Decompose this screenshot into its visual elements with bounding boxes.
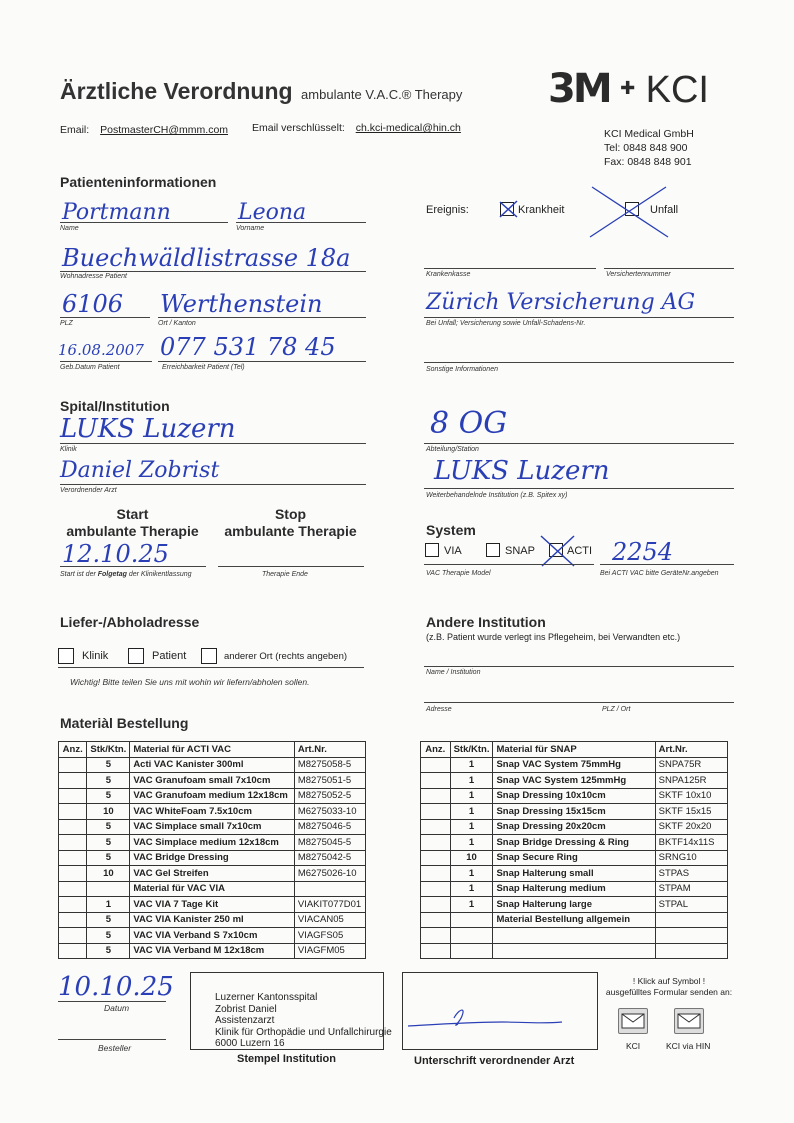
table-row (59, 943, 366, 959)
order-date-caption: Datum (104, 1003, 130, 1013)
table-row (421, 850, 728, 866)
table-row (59, 881, 366, 897)
quantity-cell[interactable] (421, 788, 451, 804)
institution-heading: Spital/Institution (60, 398, 170, 414)
krankenkasse-caption: Krankenkasse (426, 271, 471, 278)
material-cell: Snap VAC System 125mmHg (493, 773, 655, 789)
quantity-cell[interactable] (421, 819, 451, 835)
patient-phone[interactable]: 077 531 78 45 (160, 333, 336, 361)
logo-3m: 3M (548, 66, 610, 112)
article-number-cell: SKTF 20x20 (655, 819, 727, 835)
patient-address[interactable]: Buechwäldlistrasse 18a (62, 244, 351, 272)
article-number-cell: STPAM (655, 881, 727, 897)
device-line (600, 564, 734, 565)
sonstige-caption: Sonstige Informationen (426, 366, 498, 373)
table-header-row (421, 742, 728, 758)
klinik-caption: Klinik (60, 446, 77, 453)
signature-caption: Unterschrift verordnender Arzt (414, 1055, 575, 1067)
table-row (421, 912, 728, 928)
company-fax: Fax: 0848 848 901 (604, 156, 692, 168)
via-label: VIA (444, 545, 462, 557)
pack-size-cell: 5 (87, 928, 130, 944)
krankheit-check-mark (498, 199, 520, 219)
pack-size-cell: 1 (450, 881, 493, 897)
patient-dob[interactable]: 16.08.2007 (58, 341, 144, 359)
delivery-heading: Liefer-/Abholadresse (60, 614, 200, 630)
material-cell: Snap Halterung large (493, 897, 655, 913)
phone-line (158, 361, 366, 362)
delivery-andere-checkbox[interactable] (201, 648, 217, 664)
delivery-note: Wichtig! Bitte teilen Sie uns mit wohin wir liefern/abholen sollen. (70, 677, 310, 687)
pack-size-cell: 5 (87, 757, 130, 773)
form-title-row (60, 78, 462, 105)
article-number-cell: VIACAN05 (294, 912, 365, 928)
material-cell: VAC Granufoam medium 12x18cm (130, 788, 295, 804)
abteilung-caption: Abteilung/Station (426, 446, 479, 453)
article-number-cell: VIAKIT077D01 (294, 897, 365, 913)
send-note (594, 976, 744, 998)
krankheit-label: Krankheit (518, 204, 565, 216)
pack-size-cell (87, 881, 130, 897)
material-cell: VAC Granufoam small 7x10cm (130, 773, 295, 789)
end-date-line (218, 566, 364, 567)
start-heading-line2: ambulante Therapie (66, 523, 199, 539)
quantity-cell[interactable] (421, 881, 451, 897)
unfall-label: Unfall (650, 204, 679, 216)
pack-size-cell: 1 (450, 804, 493, 820)
order-date-line (58, 1001, 166, 1002)
table-row (421, 757, 728, 773)
start-note-part2: der Klinikentlassung (126, 571, 192, 578)
stamp-text (215, 992, 392, 1050)
pack-size-cell: 5 (87, 773, 130, 789)
table-header-cell: Anz. (421, 742, 451, 758)
quantity-cell[interactable] (59, 881, 87, 897)
table-row (59, 866, 366, 882)
material-cell: Material für VAC VIA (130, 881, 295, 897)
article-number-cell (294, 881, 365, 897)
send-kci-mail-icon[interactable] (618, 1008, 648, 1034)
article-number-cell (655, 912, 727, 928)
vorname-caption: Vorname (236, 225, 265, 232)
article-number-cell: SNPA125R (655, 773, 727, 789)
abteilung-line (424, 443, 734, 444)
pack-size-cell: 10 (87, 804, 130, 820)
table-row (421, 928, 728, 944)
material-cell: VAC Simplace medium 12x18cm (130, 835, 295, 851)
abteilung-value[interactable]: 8 OG (430, 406, 508, 441)
via-checkbox[interactable] (425, 543, 439, 557)
pack-size-cell: 5 (87, 819, 130, 835)
pack-size-cell: 1 (87, 897, 130, 913)
table-row (59, 773, 366, 789)
quantity-cell[interactable] (421, 943, 451, 959)
sonstige-line (424, 362, 734, 363)
material-cell: VAC Gel Streifen (130, 866, 295, 882)
klinik-value[interactable]: LUKS Luzern (60, 414, 236, 444)
patient-heading: Patienteninformationen (60, 174, 217, 190)
quantity-cell[interactable] (59, 757, 87, 773)
device-number[interactable]: 2254 (612, 538, 674, 566)
delivery-line (58, 667, 364, 668)
start-note (60, 571, 192, 578)
article-number-cell: M8275046-5 (294, 819, 365, 835)
article-number-cell: SKTF 10x10 (655, 788, 727, 804)
article-number-cell: SNPA75R (655, 757, 727, 773)
patient-vorname[interactable]: Leona (238, 200, 307, 225)
material-cell: Material Bestellung allgemein (493, 912, 655, 928)
ort-line (158, 317, 366, 318)
pack-size-cell: 1 (450, 773, 493, 789)
delivery-andere-label: anderer Ort (rechts angeben) (224, 651, 348, 662)
table-row (421, 897, 728, 913)
ereignis-label: Ereignis: (426, 204, 469, 216)
logo-kci: KCI (645, 69, 709, 111)
material-cell: VAC VIA Verband M 12x18cm (130, 943, 295, 959)
klinik-line (60, 443, 366, 444)
send-note-line2: ausgefülltes Formular senden an: (605, 987, 733, 997)
start-note-bold: Folgetag (97, 571, 127, 578)
other-plz-caption: PLZ / Ort (602, 706, 631, 713)
delivery-klinik-label: Klinik (82, 650, 109, 662)
model-caption: VAC Therapie Model (426, 570, 491, 577)
delivery-patient-label: Patient (152, 650, 187, 662)
email-row (60, 124, 228, 136)
material-cell: Snap Bridge Dressing & Ring (493, 835, 655, 851)
quantity-cell[interactable] (59, 819, 87, 835)
dob-caption: Geb.Datum Patient (60, 364, 120, 371)
pack-size-cell: 5 (87, 943, 130, 959)
material-cell: VAC VIA Verband S 7x10cm (130, 928, 295, 944)
versicherten-caption: Versichertennummer (606, 271, 671, 278)
insurance-caption: Bei Unfall; Versicherung sowie Unfall-Schadens-Nr. (426, 320, 586, 327)
article-number-cell: SRNG10 (655, 850, 727, 866)
material-cell: VAC Bridge Dressing (130, 850, 295, 866)
company-name: KCI Medical GmbH (604, 128, 694, 140)
pack-size-cell: 1 (450, 835, 493, 851)
quantity-cell[interactable] (59, 912, 87, 928)
article-number-cell: VIAGFS05 (294, 928, 365, 944)
material-cell: VAC WhiteFoam 7.5x10cm (130, 804, 295, 820)
stamp-line-1: Luzerner Kantonsspital (215, 992, 318, 1003)
pack-size-cell: 1 (450, 819, 493, 835)
material-cell: Acti VAC Kanister 300ml (130, 757, 295, 773)
table-header-cell: Material für ACTI VAC (130, 742, 295, 758)
material-cell: Snap Dressing 15x15cm (493, 804, 655, 820)
besteller-line (58, 1039, 166, 1040)
pack-size-cell: 10 (450, 850, 493, 866)
table-header-cell: Anz. (59, 742, 87, 758)
table-row (421, 819, 728, 835)
logo-plus-icon: ✚ (620, 78, 636, 98)
table-header-row (59, 742, 366, 758)
table-row (59, 757, 366, 773)
stamp-caption: Stempel Institution (237, 1053, 336, 1065)
email-label: Email: (60, 124, 90, 136)
patient-name[interactable]: Portmann (62, 200, 171, 225)
pack-size-cell: 1 (450, 866, 493, 882)
material-cell: Snap Halterung small (493, 866, 655, 882)
article-number-cell (655, 943, 727, 959)
other-name-line (424, 666, 734, 667)
article-number-cell: M6275033-10 (294, 804, 365, 820)
stamp-line-5: 6000 Luzern 16 (215, 1038, 285, 1049)
quantity-cell[interactable] (421, 804, 451, 820)
material-cell: VAC VIA Kanister 250 ml (130, 912, 295, 928)
send-kci-hin-label: KCI via HIN (666, 1041, 711, 1051)
address-line (60, 271, 366, 272)
article-number-cell: STPAL (655, 897, 727, 913)
ort-caption: Ort / Kanton (158, 320, 196, 327)
patient-plz[interactable]: 6106 (62, 290, 124, 318)
article-number-cell: M8275045-5 (294, 835, 365, 851)
table-header-cell: Stk/Ktn. (87, 742, 130, 758)
quantity-cell[interactable] (59, 866, 87, 882)
form-title: Ärztliche Verordnung (60, 78, 293, 104)
table-row (421, 804, 728, 820)
quantity-cell[interactable] (421, 850, 451, 866)
table-row (421, 881, 728, 897)
table-row (421, 866, 728, 882)
plz-line (60, 317, 150, 318)
weiter-caption: Weiterbehandelnde Institution (z.B. Spitex xy) (426, 492, 568, 499)
other-address-line (424, 702, 734, 703)
company-info (604, 127, 694, 169)
material-cell: Snap Dressing 10x10cm (493, 788, 655, 804)
article-number-cell: STPAS (655, 866, 727, 882)
insurance-value[interactable]: Zürich Versicherung AG (426, 290, 696, 315)
table-row (59, 804, 366, 820)
send-note-line1: ! Klick auf Symbol ! (632, 976, 706, 986)
table-header-cell: Stk/Ktn. (450, 742, 493, 758)
table-row (59, 819, 366, 835)
quantity-cell[interactable] (59, 897, 87, 913)
quantity-cell[interactable] (59, 928, 87, 944)
pack-size-cell: 1 (450, 757, 493, 773)
quantity-cell[interactable] (59, 943, 87, 959)
quantity-cell[interactable] (421, 757, 451, 773)
order-date-value[interactable]: 10.10.25 (58, 972, 174, 1002)
company-logo (548, 66, 709, 112)
end-caption: Therapie Ende (262, 571, 308, 578)
unfall-strike-mark (586, 183, 672, 241)
article-number-cell: M6275026-10 (294, 866, 365, 882)
start-date-value[interactable]: 12.10.25 (62, 540, 169, 568)
arzt-caption: Verordnender Arzt (60, 487, 117, 494)
vorname-line (236, 222, 366, 223)
quantity-cell[interactable] (421, 928, 451, 944)
pack-size-cell: 1 (450, 897, 493, 913)
stamp-line-3: Assistenzarzt (215, 1015, 275, 1026)
send-kci-label: KCI (626, 1041, 641, 1051)
email-encrypted-row (252, 122, 461, 134)
versicherten-line (604, 268, 734, 269)
send-kci-hin-mail-icon[interactable] (674, 1008, 704, 1034)
article-number-cell: SKTF 15x15 (655, 804, 727, 820)
email-link[interactable]: PostmasterCH@mmm.com (100, 124, 229, 136)
quantity-cell[interactable] (421, 912, 451, 928)
delivery-patient-checkbox[interactable] (128, 648, 144, 664)
snap-material-table (420, 741, 728, 959)
form-subtitle: ambulante V.A.C.® Therapy (301, 87, 463, 102)
start-note-part1: Start ist der (60, 571, 98, 578)
start-heading (60, 506, 205, 540)
plz-caption: PLZ (60, 320, 73, 327)
article-number-cell (655, 928, 727, 944)
stop-heading (218, 506, 363, 540)
table-row (59, 788, 366, 804)
weiter-value[interactable]: LUKS Luzern (434, 456, 610, 486)
dob-line (60, 361, 152, 362)
article-number-cell: M8275051-5 (294, 773, 365, 789)
material-cell (493, 943, 655, 959)
email-encrypted-link[interactable]: ch.kci-medical@hin.ch (355, 122, 461, 134)
quantity-cell[interactable] (421, 866, 451, 882)
table-row (421, 835, 728, 851)
name-line (60, 222, 228, 223)
pack-size-cell (450, 943, 493, 959)
quantity-cell[interactable] (59, 773, 87, 789)
other-address-caption: Adresse (426, 706, 452, 713)
patient-ort[interactable]: Werthenstein (160, 290, 323, 318)
device-caption: Bei ACTI VAC bitte GeräteNr.angeben (600, 570, 719, 577)
weiter-line (424, 488, 734, 489)
stamp-line-2: Zobrist Daniel (215, 1003, 277, 1015)
acti-label: ACTI (567, 545, 593, 557)
material-cell: Snap Secure Ring (493, 850, 655, 866)
other-name-caption: Name / Institution (426, 669, 481, 676)
start-date-line (60, 566, 206, 567)
other-institution-heading: Andere Institution (426, 614, 546, 630)
besteller-caption: Besteller (98, 1043, 132, 1053)
quantity-cell[interactable] (59, 804, 87, 820)
table-row (421, 773, 728, 789)
table-row (59, 928, 366, 944)
insurance-line (424, 317, 734, 318)
table-header-cell: Art.Nr. (294, 742, 365, 758)
quantity-cell[interactable] (421, 897, 451, 913)
material-heading: Materiàl Bestellung (60, 715, 189, 731)
arzt-value[interactable]: Daniel Zobrist (60, 458, 220, 483)
email-encrypted-label: Email verschlüsselt: (252, 122, 345, 134)
quantity-cell[interactable] (59, 835, 87, 851)
phone-caption: Erreichbarkeit Patient (Tel) (162, 364, 245, 371)
company-tel: Tel: 0848 848 900 (604, 142, 688, 154)
material-cell: VAC Simplace small 7x10cm (130, 819, 295, 835)
table-header-cell: Material für SNAP (493, 742, 655, 758)
snap-checkbox[interactable] (486, 543, 500, 557)
table-row (59, 835, 366, 851)
quantity-cell[interactable] (59, 850, 87, 866)
pack-size-cell (450, 912, 493, 928)
krankenkasse-line (424, 268, 596, 269)
article-number-cell: M8275058-5 (294, 757, 365, 773)
material-cell (493, 928, 655, 944)
table-row (59, 912, 366, 928)
start-heading-line1: Start (116, 506, 149, 522)
quantity-cell[interactable] (421, 773, 451, 789)
table-row (421, 943, 728, 959)
address-caption: Wohnadresse Patient (60, 273, 127, 280)
pack-size-cell (450, 928, 493, 944)
delivery-klinik-checkbox[interactable] (58, 648, 74, 664)
article-number-cell: VIAGFM05 (294, 943, 365, 959)
name-caption: Name (60, 225, 79, 232)
material-cell: Snap VAC System 75mmHg (493, 757, 655, 773)
quantity-cell[interactable] (421, 835, 451, 851)
pack-size-cell: 5 (87, 912, 130, 928)
material-cell: VAC VIA 7 Tage Kit (130, 897, 295, 913)
table-header-cell: Art.Nr. (655, 742, 727, 758)
acti-material-table (58, 741, 366, 959)
stamp-line-4: Klinik für Orthopädie und Unfallchirurgie (215, 1026, 392, 1038)
material-cell: Snap Halterung medium (493, 881, 655, 897)
article-number-cell: BKTF14x11S (655, 835, 727, 851)
pack-size-cell: 1 (450, 788, 493, 804)
quantity-cell[interactable] (59, 788, 87, 804)
arzt-line (60, 484, 366, 485)
stop-heading-line2: ambulante Therapie (224, 523, 357, 539)
article-number-cell: M8275042-5 (294, 850, 365, 866)
snap-label: SNAP (505, 545, 535, 557)
pack-size-cell: 10 (87, 866, 130, 882)
system-heading: System (426, 522, 476, 538)
signature-scribble (402, 1000, 602, 1040)
material-cell: Snap Dressing 20x20cm (493, 819, 655, 835)
pack-size-cell: 5 (87, 850, 130, 866)
table-row (59, 850, 366, 866)
table-row (59, 897, 366, 913)
acti-underline (424, 564, 594, 565)
other-institution-note: (z.B. Patient wurde verlegt ins Pflegeheim, bei Verwandten etc.) (426, 632, 681, 642)
pack-size-cell: 5 (87, 788, 130, 804)
table-row (421, 788, 728, 804)
stop-heading-line1: Stop (274, 506, 307, 522)
pack-size-cell: 5 (87, 835, 130, 851)
article-number-cell: M8275052-5 (294, 788, 365, 804)
